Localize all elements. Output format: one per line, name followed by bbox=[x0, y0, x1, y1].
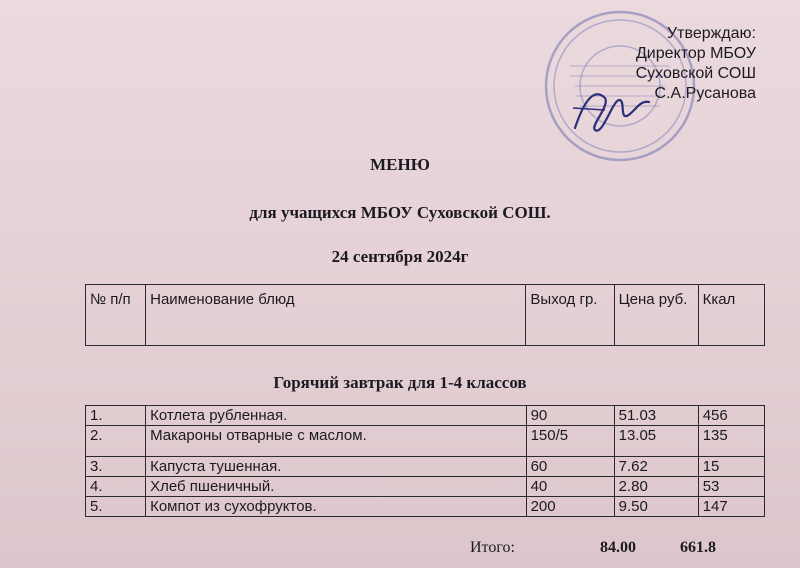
page-title: МЕНЮ bbox=[370, 155, 430, 174]
row-price: 9.50 bbox=[614, 497, 698, 517]
row-yield: 60 bbox=[526, 457, 614, 477]
row-yield: 40 bbox=[526, 477, 614, 497]
row-num: 1. bbox=[86, 406, 146, 426]
total-label: Итого: bbox=[470, 539, 515, 556]
menu-date: 24 сентября 2024г bbox=[331, 247, 469, 266]
row-price: 51.03 bbox=[614, 406, 698, 426]
approval-position: Директор МБОУ bbox=[635, 45, 756, 62]
header-row bbox=[86, 285, 765, 346]
header-name: Наименование блюд bbox=[146, 285, 526, 346]
table-row bbox=[86, 477, 765, 497]
row-price: 7.62 bbox=[614, 457, 698, 477]
row-yield: 90 bbox=[526, 406, 614, 426]
row-yield: 200 bbox=[526, 497, 614, 517]
row-num: 2. bbox=[86, 426, 146, 457]
row-kcal: 147 bbox=[698, 497, 764, 517]
table-row bbox=[86, 406, 765, 426]
row-num: 5. bbox=[86, 497, 146, 517]
header-price: Цена руб. bbox=[614, 285, 698, 346]
row-num: 4. bbox=[86, 477, 146, 497]
table-row bbox=[86, 457, 765, 477]
header-num: № п/п bbox=[86, 285, 146, 346]
row-name: Котлета рубленная. bbox=[146, 406, 526, 426]
row-kcal: 53 bbox=[698, 477, 764, 497]
row-price: 2.80 bbox=[614, 477, 698, 497]
total-price: 84.00 bbox=[600, 539, 636, 556]
row-kcal: 456 bbox=[698, 406, 764, 426]
menu-table bbox=[85, 405, 765, 517]
row-price: 13.05 bbox=[614, 426, 698, 457]
page-subtitle: для учащихся МБОУ Суховской СОШ. bbox=[249, 203, 551, 222]
row-name: Капуста тушенная. bbox=[146, 457, 526, 477]
header-yield: Выход гр. bbox=[526, 285, 614, 346]
section-title: Горячий завтрак для 1-4 классов bbox=[273, 373, 527, 392]
approval-signer: С.А.Русанова bbox=[654, 85, 756, 102]
header-table bbox=[85, 284, 765, 346]
header-kcal: Ккал bbox=[698, 285, 764, 346]
approval-school: Суховской СОШ bbox=[635, 65, 756, 82]
table-row bbox=[86, 497, 765, 517]
approval-line: Утверждаю: bbox=[667, 25, 756, 42]
row-name: Макароны отварные с маслом. bbox=[146, 426, 526, 457]
approval-block bbox=[636, 24, 756, 104]
row-name: Компот из сухофруктов. bbox=[146, 497, 526, 517]
row-kcal: 135 bbox=[698, 426, 764, 457]
row-kcal: 15 bbox=[698, 457, 764, 477]
table-row bbox=[86, 426, 765, 457]
row-name: Хлеб пшеничный. bbox=[146, 477, 526, 497]
row-yield: 150/5 bbox=[526, 426, 614, 457]
row-num: 3. bbox=[86, 457, 146, 477]
total-kcal: 661.8 bbox=[680, 539, 716, 556]
